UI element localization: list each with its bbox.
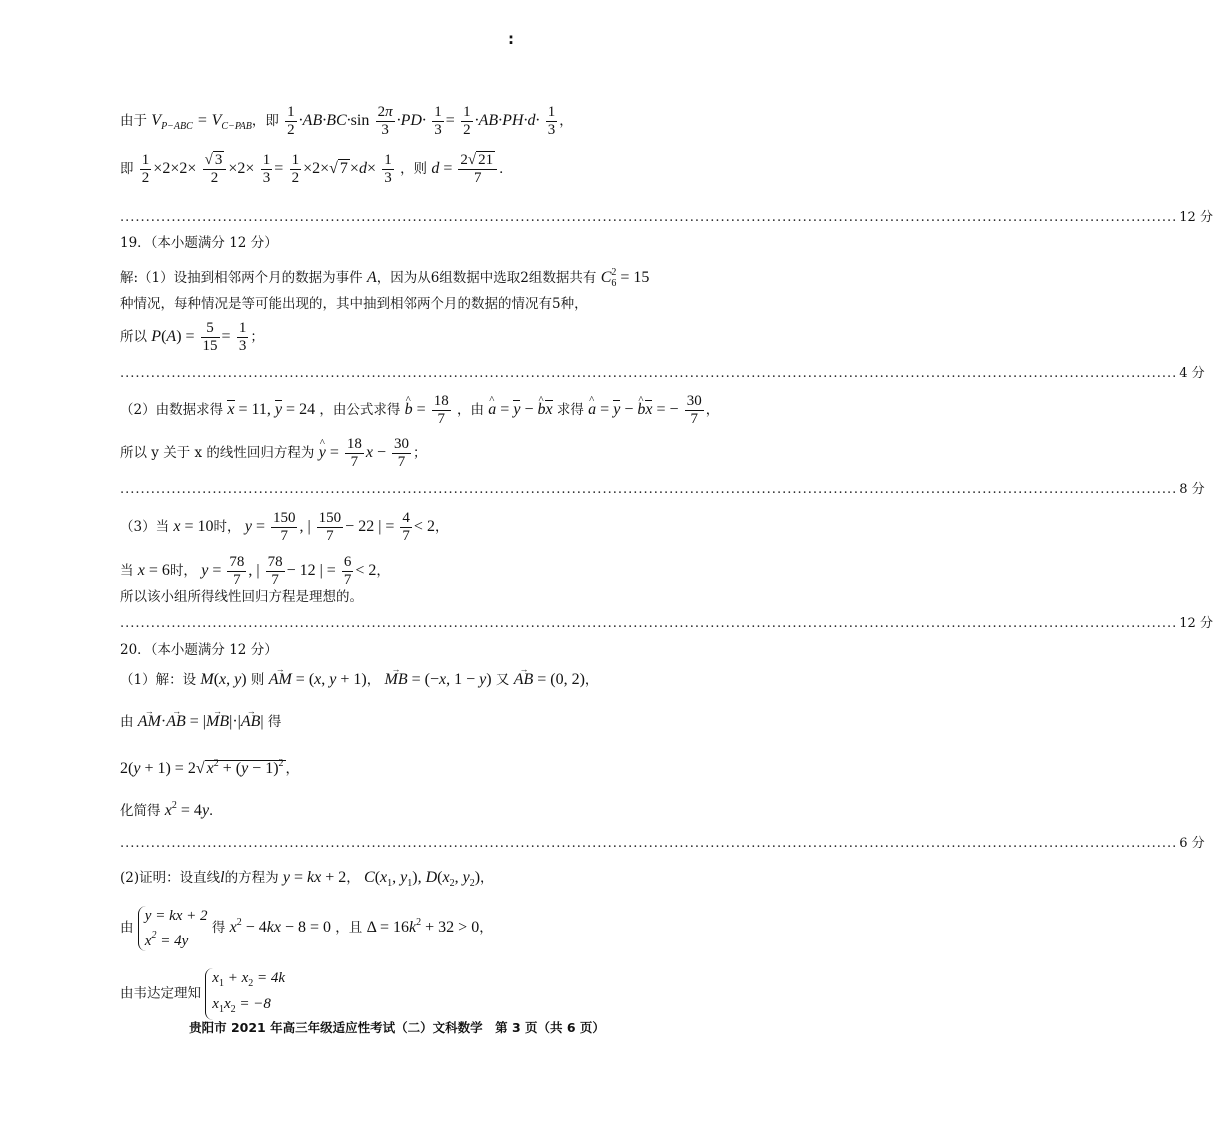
q19-part2-regression: 所以 y 关于 x 的线性回归方程为 ^ y = $\frac{18}{7}$ x − $\frac{30}{7}$ ； [120, 436, 660, 471]
equation-system: y = kx + 2 $x^2 = 4y$ [138, 906, 208, 951]
q19-part1-probability: 所以 P(A) = $\frac{5}{15}$ = $\frac{1}{3}$ ； [120, 320, 264, 354]
score-line: .............................................................................................................................................................................................................. 12 分 [120, 616, 1213, 631]
score-line: .............................................................................................................................................................................................................. 6 分 [120, 836, 1205, 851]
header-mark: : [508, 30, 514, 48]
q19-part2-line1: （2）由数据求得 x = 11, y = 24 ，由公式求得 ^ b = $\frac{18}{7}$ ，由 ^ a = y − ^ bx 求得 ^ a = y − ^ bx = − $\frac{30}{7}$ ， [120, 393, 660, 428]
q20-part2-line1: (2)证明：设直线l的方程为 y = kx + 2， $C(x_1$, $y_1$), $D(x_2$, $y_2$)， [120, 869, 494, 889]
q19-part3-conclusion: 所以该小组所得线性回归方程是理想的。 [120, 589, 363, 605]
line-volume-equation: 由于 $V_{P-ABC} = V_{C-PAB}$，即 $\frac{1}{2}$ ·AB·BC·sin $\frac{2\pi}{3}$ ·PD· $\frac{1}{3}$ = $\frac{1}{2}$ ·AB·PH·d· $\frac{1}{3}$ ， [120, 104, 573, 138]
score-line: .............................................................................................................................................................................................................. 8 分 [120, 482, 1205, 497]
q20-part1-line2: 由 → AM·→ AB = |→ MB|·|→ AB| 得 [120, 712, 660, 732]
vieta-system: $x_1 + x_2 = 4k$ $x_1x_2 = -8$ [205, 968, 285, 1020]
question-19-heading: 19．（本小题满分 12 分） [120, 235, 278, 251]
line-distance-result: 即 $\frac{1}{2}$ ×2×2× $\frac{√ 3}{2}$ ×2× $\frac{1}{3}$ = $\frac{1}{2}$ ×2×√ 7 ×d× $\frac{1}{3}$ ，则 d = $\frac{2√ 21}{7}$ ． [120, 152, 513, 186]
score-line: .............................................................................................................................................................................................................. 12 分 [120, 210, 1213, 225]
q19-part3-line2: 当 x = 6时， y = $\frac{78}{7}$ , | $\frac{78}{7}$ − 12 | = $\frac{6}{7}$ < 2， [120, 554, 390, 588]
q20-part1-line1: （1）解：设 M(x, y) 则 → AM = (x, y + 1)， → MB = (−x, 1 − y) 又 → AB = (0, 2)， [120, 670, 660, 690]
q19-part1-line2: 种情况，每种情况是等可能出现的，其中抽到相邻两个月的数据的情况有5种， [120, 296, 588, 312]
page-footer: 贵阳市 2021 年高三年级适应性考试（二）文科数学 第 3 页（共 6 页） [189, 1020, 605, 1035]
q20-part2-system: 由 y = kx + 2 $x^2 = 4y$ 得 $x^2 - 4kx - 8 = 0$ ，且 $\Delta = 16k^2 + 32 > 0$， [120, 908, 493, 949]
q20-part2-vieta: 由韦达定理知 $x_1 + x_2 = 4k$ $x_1x_2 = -8$ [120, 968, 660, 1020]
q20-part1-simplified: 化简得 $x^2 = 4y$． [120, 800, 223, 819]
q19-part1-line1: 解:（1）设抽到相邻两个月的数据为事件 A，因为从6组数据中选取2组数据共有 $C_6^2 = 15$ [120, 267, 650, 289]
q19-part3-line1: （3）当 x = 10时， y = $\frac{150}{7}$ , | $\frac{150}{7}$ − 22 | = $\frac{4}{7}$ < 2， [120, 510, 449, 544]
score-line: .............................................................................................................................................................................................................. 4 分 [120, 366, 1205, 381]
q20-part1-equation: 2(y + 1) = 2√ $x^2 + (y - 1)^2$ ， [120, 758, 300, 777]
question-20-heading: 20．（本小题满分 12 分） [120, 642, 278, 658]
